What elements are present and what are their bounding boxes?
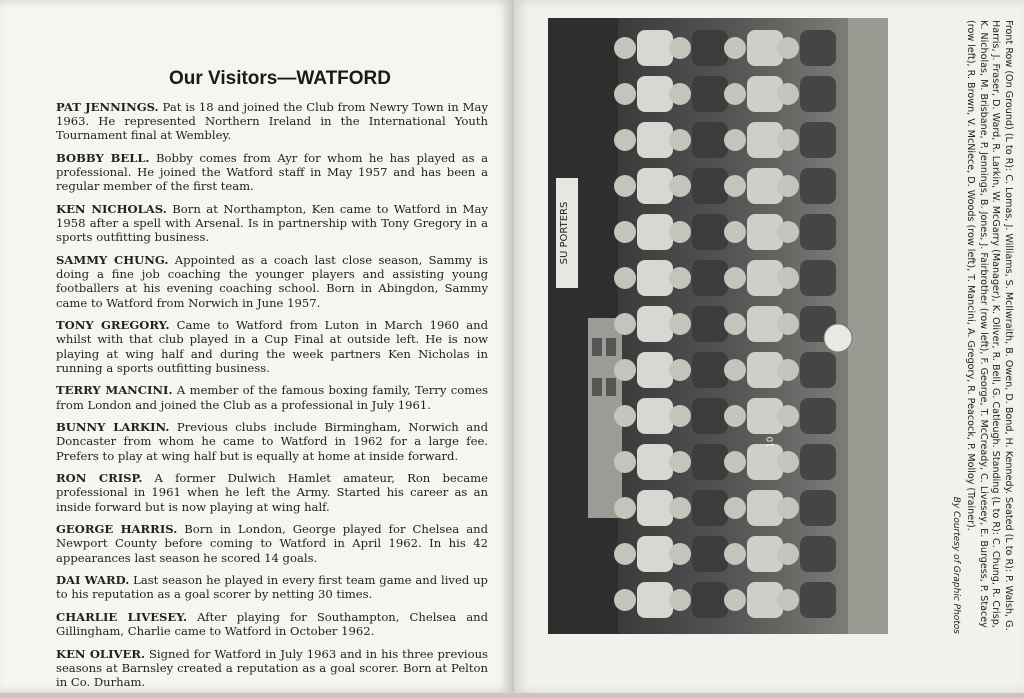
player-name: BUNNY LARKIN. [56,420,170,435]
player-name: DAI WARD. [56,573,130,588]
player-profile [56,647,488,690]
player-bio: After playing for Southampton, Chelsea and Gillingham, Charlie came to Watford in October 1962. [56,610,489,639]
player-name: KEN NICHOLAS. [56,202,167,216]
player-name: BOBBY BELL. [56,151,150,165]
photo-credit: By Courtesy of Graphic Photos [950,496,961,634]
caption-text: Front Row (On Ground) (L to R): C. Lomas, J. Williams, S. McIlwraith, B. Owen, D. Bond, H. Kennedy. Seated (L to R): P. Walsh, G. Harris, J. Fraser, D. Ward, R. Larkin, W. McGarry (Manager), K. Oliver, R. Bell, G. Catleugh. Standing (L to R): C. Chung, R. Crisp, K. Nicholas, M. Brisbane, P. Jennings, B. Jones, J. Fairbrother (row left), F. George, T. McCready, C. Livesey, E. Burgess, P. Stacey (row left), R. Brown, V. McNiece, D. Woods (row left), T. Mancini, A. Gregory, R. Peacock, P. Molloy (Trainer). [965,20,1014,631]
player-profile [56,522,488,565]
team-photo [548,18,888,634]
player-bio: Came to Watford from Luton in March 1960 and whilst with that club played in a Cup Final at outside left. He is now playing at wing half and during the week partners Ken Nicholas in running a sports outfitting business. [56,318,488,375]
player-bio: A former Dulwich Hamlet amateur, Ron became professional in 1961 when he left the Army. Started his career as an inside forward but is now playing at wing half. [56,471,488,514]
player-bio: Pat is 18 and joined the Club from Newry Town in May 1963. He represented Northern Ireland in the International Youth Tournament final at Wembley. [56,100,488,143]
player-profile [56,471,488,514]
player-name: TERRY MANCINI. [56,383,173,398]
player-profile [56,573,488,601]
player-name: RON CRISP. [56,471,143,486]
player-bio: Bobby comes from Ayr for whom he has played as a professional. He joined the Watford staff in May 1957 and has been a regular member of the first team. [56,151,488,194]
player-bio: A member of the famous boxing family, Terry comes from London and joined the Club as a professional in July 1961. [56,383,489,412]
player-bio: Last season he played in every first team game and lived up to his reputation as a goal scorer by netting 30 times. [56,573,488,602]
page-title: Our Visitors—WATFORD [168,68,392,89]
team-photo-image [548,18,888,634]
player-name: CHARLIE LIVESEY. [56,610,188,624]
player-bio: Born at Northampton, Ken came to Watford in May 1958 after a spell with Arsenal. Is in partnership with Tony Gregory in a sports outfitting business. [56,202,488,245]
player-profile [56,420,488,463]
player-profile [56,151,488,194]
player-profile [56,253,488,310]
player-name: GEORGE HARRIS. [56,522,178,537]
player-profile [56,383,488,411]
player-bio: Previous clubs include Birmingham, Norwich and Doncaster from whom he came to Watford in 1962 for a large fee. Prefers to play at wing half but is equally at home at inside forward. [56,420,488,463]
player-bio: Born in London, George played for Chelsea and Newport County before coming to Watford in April 1962. In his 42 appearances last season he scored 14 goals. [56,522,488,565]
player-profile [56,610,488,638]
player-name: KEN OLIVER. [56,646,146,661]
shirt-number: 10 [766,436,776,448]
player-profile [56,100,488,143]
player-name: TONY GREGORY. [56,318,170,333]
photo-caption [896,20,1014,634]
player-profiles [56,100,488,698]
player-bio: Appointed as a coach last close season, Sammy is doing a fine job coaching the younger players and assisting young footballers at his evening coaching school. Born in Abingdon, Sammy came to Watford from Norwich in June 1957. [56,253,488,310]
left-page [0,0,512,693]
right-page [514,0,1024,693]
stand-sign: SU PORTERS [559,201,570,265]
player-name: SAMMY CHUNG. [56,253,169,267]
player-name: PAT JENNINGS. [56,100,159,114]
player-profile [56,202,488,245]
player-profile [56,318,488,375]
player-bio: Signed for Watford in July 1963 and in his three previous seasons at Barnsley created a reputation as a goal scorer. Born at Pelton in Co. Durham. [56,646,488,690]
